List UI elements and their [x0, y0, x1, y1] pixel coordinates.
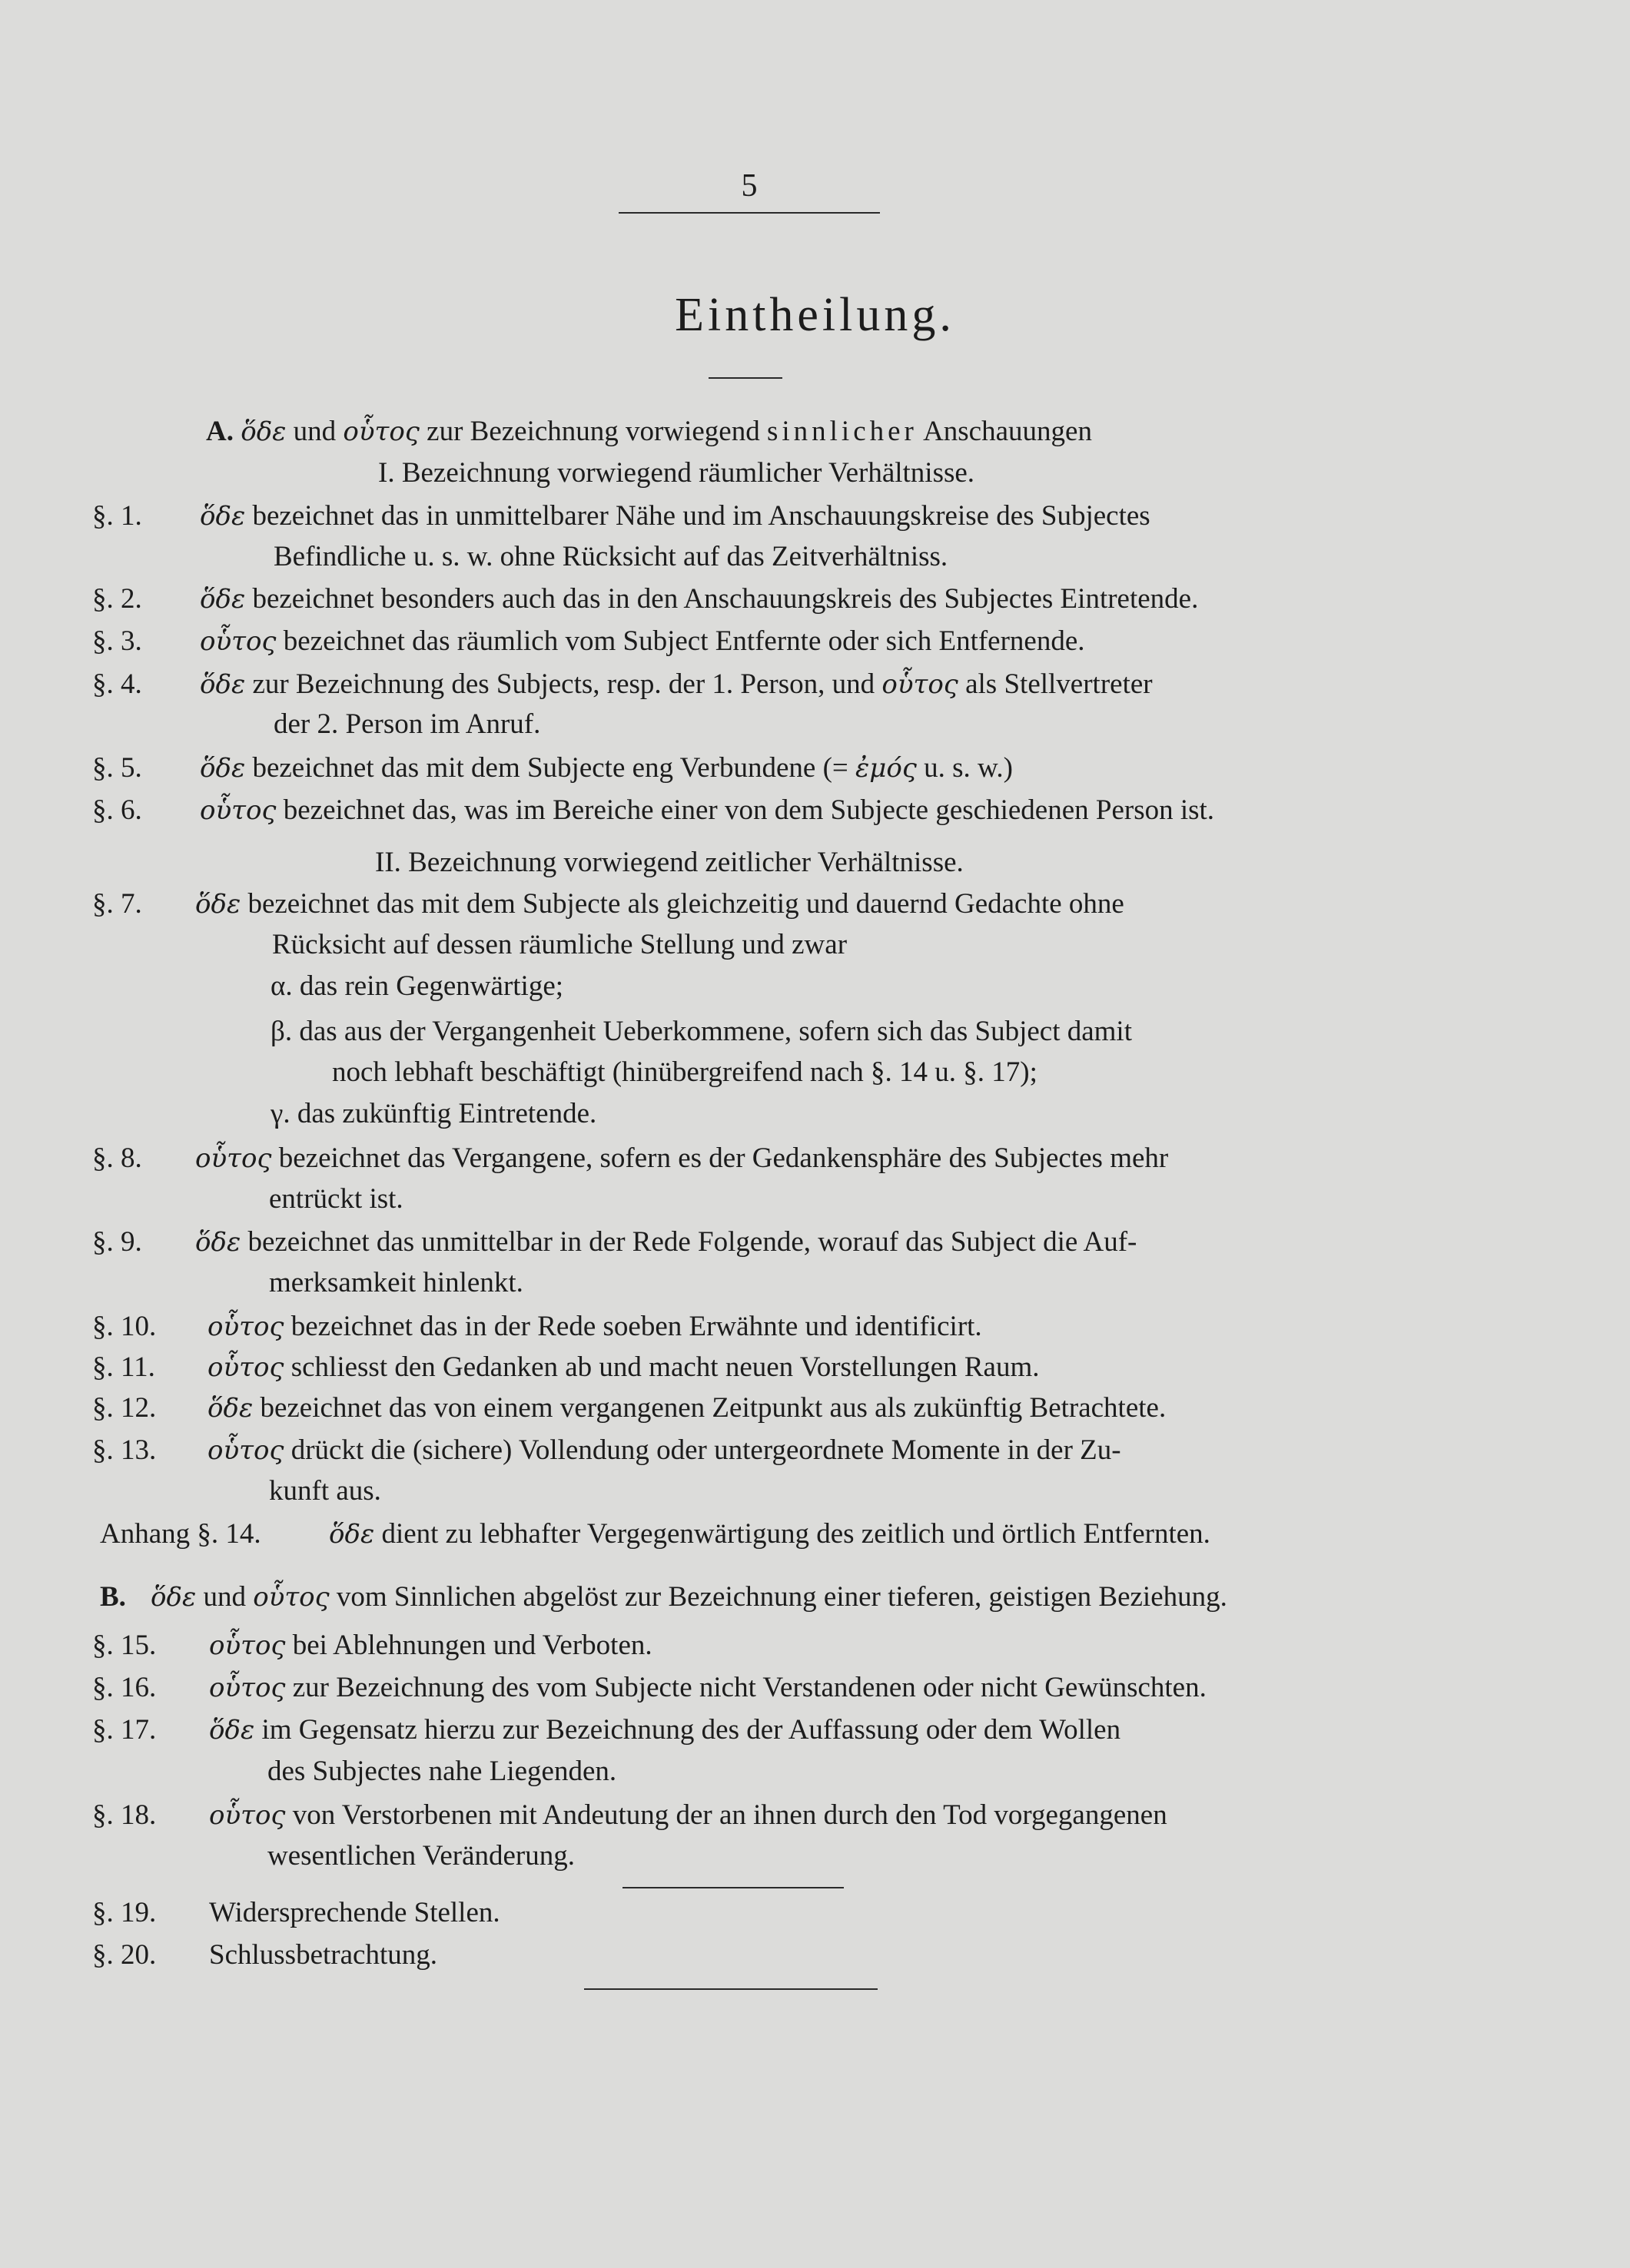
- greek-term: ὅδε: [209, 1715, 255, 1746]
- entry-continuation: kunft aus.: [269, 1475, 381, 1507]
- greek-term: ὅδε: [241, 416, 287, 447]
- text: und: [286, 416, 344, 447]
- section-number: §. 20.: [92, 1939, 157, 1971]
- list-item: [92, 1711, 1120, 1749]
- section-number: §. 5.: [92, 752, 142, 784]
- greek-term: ὅδε: [207, 1393, 254, 1424]
- section-number: §. 15.: [92, 1630, 157, 1661]
- appendix-entry: [100, 1515, 1210, 1553]
- text: und: [196, 1581, 254, 1613]
- greek-term: οὗτος: [195, 1143, 272, 1174]
- entry-text: zur Bezeichnung des Subjects, resp. der 1. Person, und: [245, 668, 882, 700]
- list-item: [92, 749, 1013, 788]
- entry-text: im Gegensatz hierzu zur Bezeichnung des der Auffassung oder dem Wollen: [254, 1714, 1121, 1746]
- greek-term: οὗτος: [209, 1673, 286, 1703]
- entry-text: bezeichnet das unmittelbar in der Rede Folgende, worauf das Subject die Auf-: [241, 1226, 1137, 1258]
- entry-text: drückt die (sichere) Vollendung oder untergeordnete Momente in der Zu-: [284, 1434, 1121, 1466]
- section-number: §. 3.: [92, 625, 142, 657]
- entry-text: bezeichnet das mit dem Subjecte eng Verbundene (=: [245, 752, 856, 784]
- entry-text: bezeichnet das in unmittelbarer Nähe und im Anschauungskreise des Subjectes: [245, 500, 1150, 532]
- greek-term: ἐμός: [855, 753, 917, 784]
- section-number: §. 17.: [92, 1714, 157, 1746]
- list-item: [92, 622, 1085, 661]
- entry-continuation: entrückt ist.: [269, 1183, 403, 1215]
- appendix-label: Anhang §. 14.: [100, 1518, 261, 1550]
- text: Anschauungen: [917, 416, 1092, 447]
- greek-term: ὅδε: [200, 584, 246, 615]
- greek-term: οὗτος: [209, 1630, 286, 1661]
- entry-continuation: der 2. Person im Anruf.: [274, 708, 541, 740]
- greek-term: οὗτος: [207, 1435, 284, 1466]
- page-header: [619, 167, 880, 214]
- list-item: [92, 1626, 652, 1665]
- list-item: [92, 1139, 1168, 1178]
- entry-text: dient zu lebhafter Vergegenwärtigung des zeitlich und örtlich Entfernten.: [374, 1518, 1210, 1550]
- entry-text: vom Sinnlichen abgelöst zur Bezeichnung einer tieferen, geistigen Beziehung.: [329, 1581, 1227, 1613]
- list-item: [92, 1389, 1166, 1427]
- entry-text: bezeichnet das mit dem Subjecte als gleichzeitig und dauernd Gedachte ohne: [241, 888, 1124, 920]
- list-item: [92, 885, 1124, 923]
- entry-text: bezeichnet das von einem vergangenen Zeitpunkt aus als zukünftig Betrachtete.: [253, 1392, 1167, 1424]
- list-item: [92, 1796, 1167, 1835]
- section-number: §. 10.: [92, 1311, 157, 1342]
- header-rule: [619, 212, 880, 214]
- section-number: §. 19.: [92, 1897, 157, 1928]
- section-number: §. 7.: [92, 888, 142, 920]
- spaced-text: sinnlicher: [766, 416, 918, 447]
- entry-text: als Stellvertreter: [958, 668, 1153, 700]
- list-item: [92, 1894, 500, 1932]
- list-item: [92, 1223, 1137, 1262]
- greek-term: ὅδε: [329, 1519, 375, 1550]
- entry-text: von Verstorbenen mit Andeutung der an ihnen durch den Tod vorgegangenen: [285, 1799, 1167, 1831]
- section-letter: A.: [206, 416, 234, 447]
- greek-term: ὅδε: [195, 1227, 241, 1258]
- section-letter: B.: [100, 1581, 126, 1613]
- list-item: [92, 497, 1150, 536]
- entry-continuation: Rücksicht auf dessen räumliche Stellung und zwar: [272, 929, 848, 960]
- title-rule: [709, 377, 782, 379]
- entry-text: bezeichnet das, was im Bereiche einer von dem Subjecte geschiedenen Person ist.: [276, 794, 1215, 826]
- entry-text: zur Bezeichnung des vom Subjecte nicht Verstandenen oder nicht Gewünschten.: [285, 1672, 1207, 1703]
- section-number: §. 12.: [92, 1392, 157, 1424]
- greek-term: οὗτος: [253, 1582, 330, 1613]
- section-number: §. 18.: [92, 1799, 157, 1831]
- list-item: [92, 665, 1153, 704]
- entry-text: schliesst den Gedanken ab und macht neuen Vorstellungen Raum.: [284, 1351, 1040, 1383]
- list-item: [92, 1308, 982, 1346]
- entry-text: bezeichnet das in der Rede soeben Erwähnte und identificirt.: [284, 1311, 982, 1342]
- entry-text: u. s. w.): [916, 752, 1013, 784]
- sub-item-beta: β. das aus der Vergangenheit Ueberkommene, sofern sich das Subject damit: [271, 1016, 1132, 1047]
- sub-item-beta-continuation: noch lebhaft beschäftigt (hinübergreifend nach §. 14 u. §. 17);: [332, 1056, 1037, 1088]
- section-a-heading: [206, 413, 1092, 451]
- list-item: [92, 1431, 1121, 1470]
- section-number: §. 16.: [92, 1672, 157, 1703]
- greek-term: ὅδε: [151, 1582, 197, 1613]
- entry-text: bei Ablehnungen und Verboten.: [285, 1630, 652, 1661]
- subheading-2: II. Bezeichnung vorwiegend zeitlicher Verhältnisse.: [375, 847, 964, 878]
- entry-text: bezeichnet das Vergangene, sofern es der Gedankensphäre des Subjectes mehr: [271, 1142, 1169, 1174]
- section-number: §. 8.: [92, 1142, 142, 1174]
- section-number: §. 1.: [92, 500, 142, 532]
- entry-continuation: wesentlichen Veränderung.: [267, 1840, 576, 1872]
- list-item: [92, 1936, 437, 1975]
- section-number: §. 4.: [92, 668, 142, 700]
- text: zur Bezeichnung vorwiegend: [419, 416, 767, 447]
- greek-term: οὗτος: [881, 669, 958, 700]
- section-number: §. 9.: [92, 1226, 142, 1258]
- greek-term: ὅδε: [200, 669, 246, 700]
- section-number: §. 11.: [92, 1351, 155, 1383]
- entry-text: Schlussbetrachtung.: [209, 1939, 437, 1971]
- entry-text: bezeichnet das räumlich vom Subject Entfernte oder sich Entfernende.: [276, 625, 1085, 657]
- greek-term: οὗτος: [343, 416, 420, 447]
- end-rule: [584, 1988, 878, 1990]
- list-item: [92, 791, 1214, 830]
- list-item: [92, 580, 1198, 618]
- greek-term: οὗτος: [209, 1800, 286, 1831]
- sub-item-gamma: γ. das zukünftig Eintretende.: [271, 1098, 597, 1129]
- greek-term: οὗτος: [200, 795, 277, 826]
- section-number: §. 6.: [92, 794, 142, 826]
- greek-term: οὗτος: [200, 626, 277, 657]
- greek-term: οὗτος: [207, 1311, 284, 1342]
- entry-continuation: des Subjectes nahe Liegenden.: [267, 1756, 617, 1787]
- greek-term: ὅδε: [200, 501, 246, 532]
- greek-term: ὅδε: [195, 889, 241, 920]
- section-b-heading: [100, 1578, 1227, 1616]
- entry-text: Widersprechende Stellen.: [209, 1897, 500, 1928]
- page-number: 5: [741, 168, 758, 204]
- subheading-1: I. Bezeichnung vorwiegend räumlicher Verhältnisse.: [378, 457, 975, 489]
- section-number: §. 2.: [92, 583, 142, 615]
- entry-continuation: Befindliche u. s. w. ohne Rücksicht auf das Zeitverhältniss.: [274, 541, 948, 572]
- entry-text: bezeichnet besonders auch das in den Anschauungskreis des Subjectes Eintretende.: [245, 583, 1199, 615]
- page-title: Eintheilung.: [675, 289, 955, 341]
- section-number: §. 13.: [92, 1434, 157, 1466]
- sub-item-alpha: α. das rein Gegenwärtige;: [271, 970, 564, 1002]
- list-item: [92, 1669, 1207, 1707]
- greek-term: οὗτος: [207, 1352, 284, 1383]
- greek-term: ὅδε: [200, 753, 246, 784]
- list-item: [92, 1348, 1040, 1387]
- entry-continuation: merksamkeit hinlenkt.: [269, 1267, 523, 1298]
- section-divider: [622, 1887, 844, 1888]
